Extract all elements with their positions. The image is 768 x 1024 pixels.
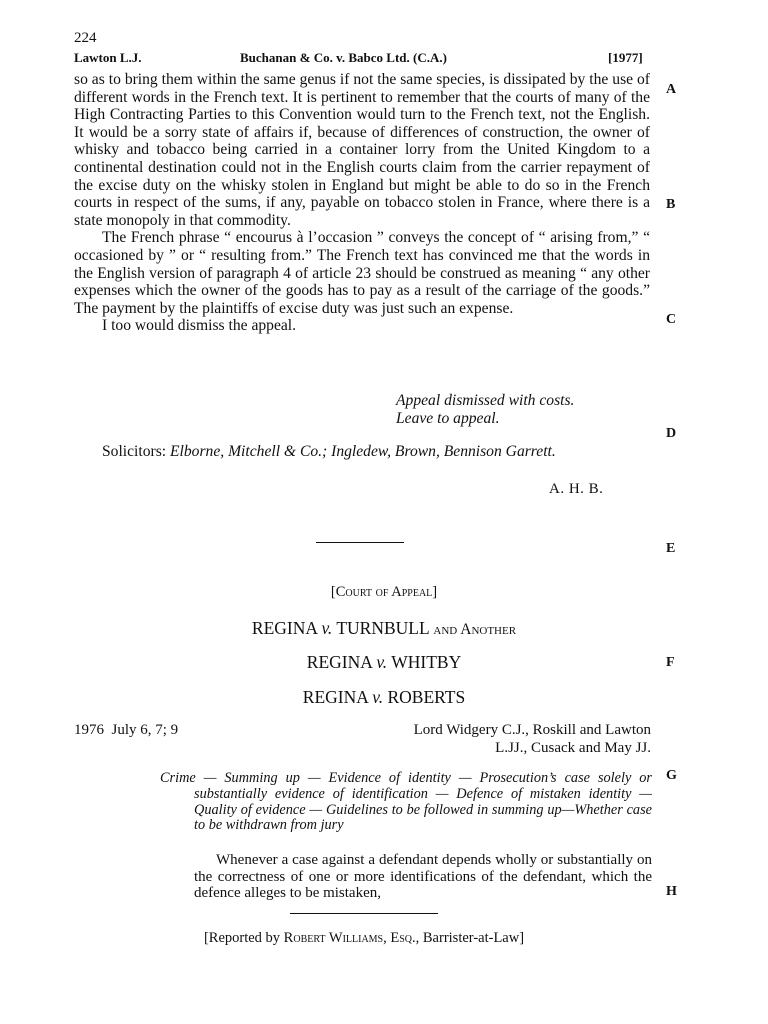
versus: v.: [321, 618, 333, 638]
header-year: [1977]: [608, 50, 643, 65]
page-number: 224: [74, 30, 97, 46]
header-judge: Lawton L.J.: [74, 50, 142, 65]
solicitors-line: [74, 443, 650, 461]
reporter-initials: A. H. B.: [549, 481, 604, 497]
report-suffix: Barrister-at-Law]: [422, 930, 525, 946]
margin-letter-h: H: [666, 884, 677, 899]
margin-letter-d: D: [666, 426, 677, 441]
paragraph-french-phrase: The French phrase “ encourus à l’occasion ” conveys the concept of “ arising from,” “ occasioned by ” or “ resulting from.” The French text has convinced me that the words in the English version of paragraph 4 of article 23 should be construed as meaning “ any other expenses which the owner of the goods has to pay as a result of the carriage of the goods.” The payment by the plaintiffs of excise duty was just such an expense.: [74, 229, 650, 317]
solicitors-names: Elborne, Mitchell & Co.; Ingledew, Brown, Bennison Garrett.: [170, 443, 556, 460]
solicitors-label: Solicitors:: [102, 443, 167, 460]
held-paragraph: Whenever a case against a defendant depends wholly or substantially on the correctness of one or more identifications of the defendant, which the defence alleges to be mistaken,: [194, 852, 652, 901]
disposition-line: Appeal dismissed with costs.: [396, 392, 575, 409]
header-case-title: Buchanan & Co. v. Babco Ltd. (C.A.): [240, 50, 447, 65]
margin-letter-a: A: [666, 82, 677, 97]
court-name: [Court of Appeal]: [330, 584, 438, 600]
versus: v.: [376, 652, 388, 672]
footer-rule: [290, 913, 438, 914]
case-party: WHITBY: [391, 652, 462, 672]
case-title-turnbull: [0, 618, 768, 639]
margin-letter-e: E: [666, 541, 676, 556]
section-divider: [316, 542, 404, 543]
disposition-line: Leave to appeal.: [396, 409, 500, 427]
disposition: [396, 392, 574, 427]
case-title-whitby: [0, 652, 768, 673]
paragraph-conclusion: I too would dismiss the appeal.: [102, 317, 297, 335]
margin-letter-b: B: [666, 197, 676, 212]
margin-letter-f: F: [666, 655, 675, 670]
case-party: REGINA: [302, 687, 368, 707]
case-suffix: and Another: [433, 621, 517, 638]
case-party: REGINA: [251, 618, 318, 638]
hearing-dates: 1976 July 6, 7; 9: [74, 722, 179, 738]
versus: v.: [372, 687, 384, 707]
judges: Lord Widgery C.J., Roskill and Lawton L.JJ., Cusack and May JJ.: [413, 722, 651, 756]
case-party: ROBERTS: [387, 687, 466, 707]
reporter-name: Robert Williams, Esq.,: [283, 930, 420, 946]
paragraph-continuation: so as to bring them within the same genus if not the same species, is dissipated by the use of different words in the French text. It is pertinent to remember that the courts of many of the High Contracting Parties to this Convention would turn to the French text, not the English. It would be a sorry state of affairs if, because of differences of construction, the owner of whisky and tobacco being carried in a container lorry from the United Kingdom to a continental destination could not in the English courts claim from the carrier repayment of the excise duty on the whisky stolen in England but might be able to do so in the French courts in respect of the sums, if any, payable on tobacco stolen in France, where there is a state monopoly in that commodity.: [74, 71, 650, 229]
reported-by-line: [0, 930, 728, 947]
case-party: REGINA: [306, 652, 372, 672]
case-title-roberts: [0, 687, 768, 708]
margin-letter-c: C: [666, 312, 677, 327]
headnote-catchwords: Crime — Summing up — Evidence of identity — Prosecution’s case solely or substantially evidence of identification — Defence of mistaken identity — Quality of evidence — Guidelines to be followed in summing up—Whether case to be withdrawn from jury: [160, 770, 652, 834]
report-prefix: [Reported by: [203, 930, 281, 946]
judgment-text: [74, 71, 650, 335]
held-text: [194, 852, 652, 902]
margin-letter-g: G: [666, 768, 677, 783]
case-party: TURNBULL: [336, 618, 430, 638]
headnote: [160, 771, 652, 834]
